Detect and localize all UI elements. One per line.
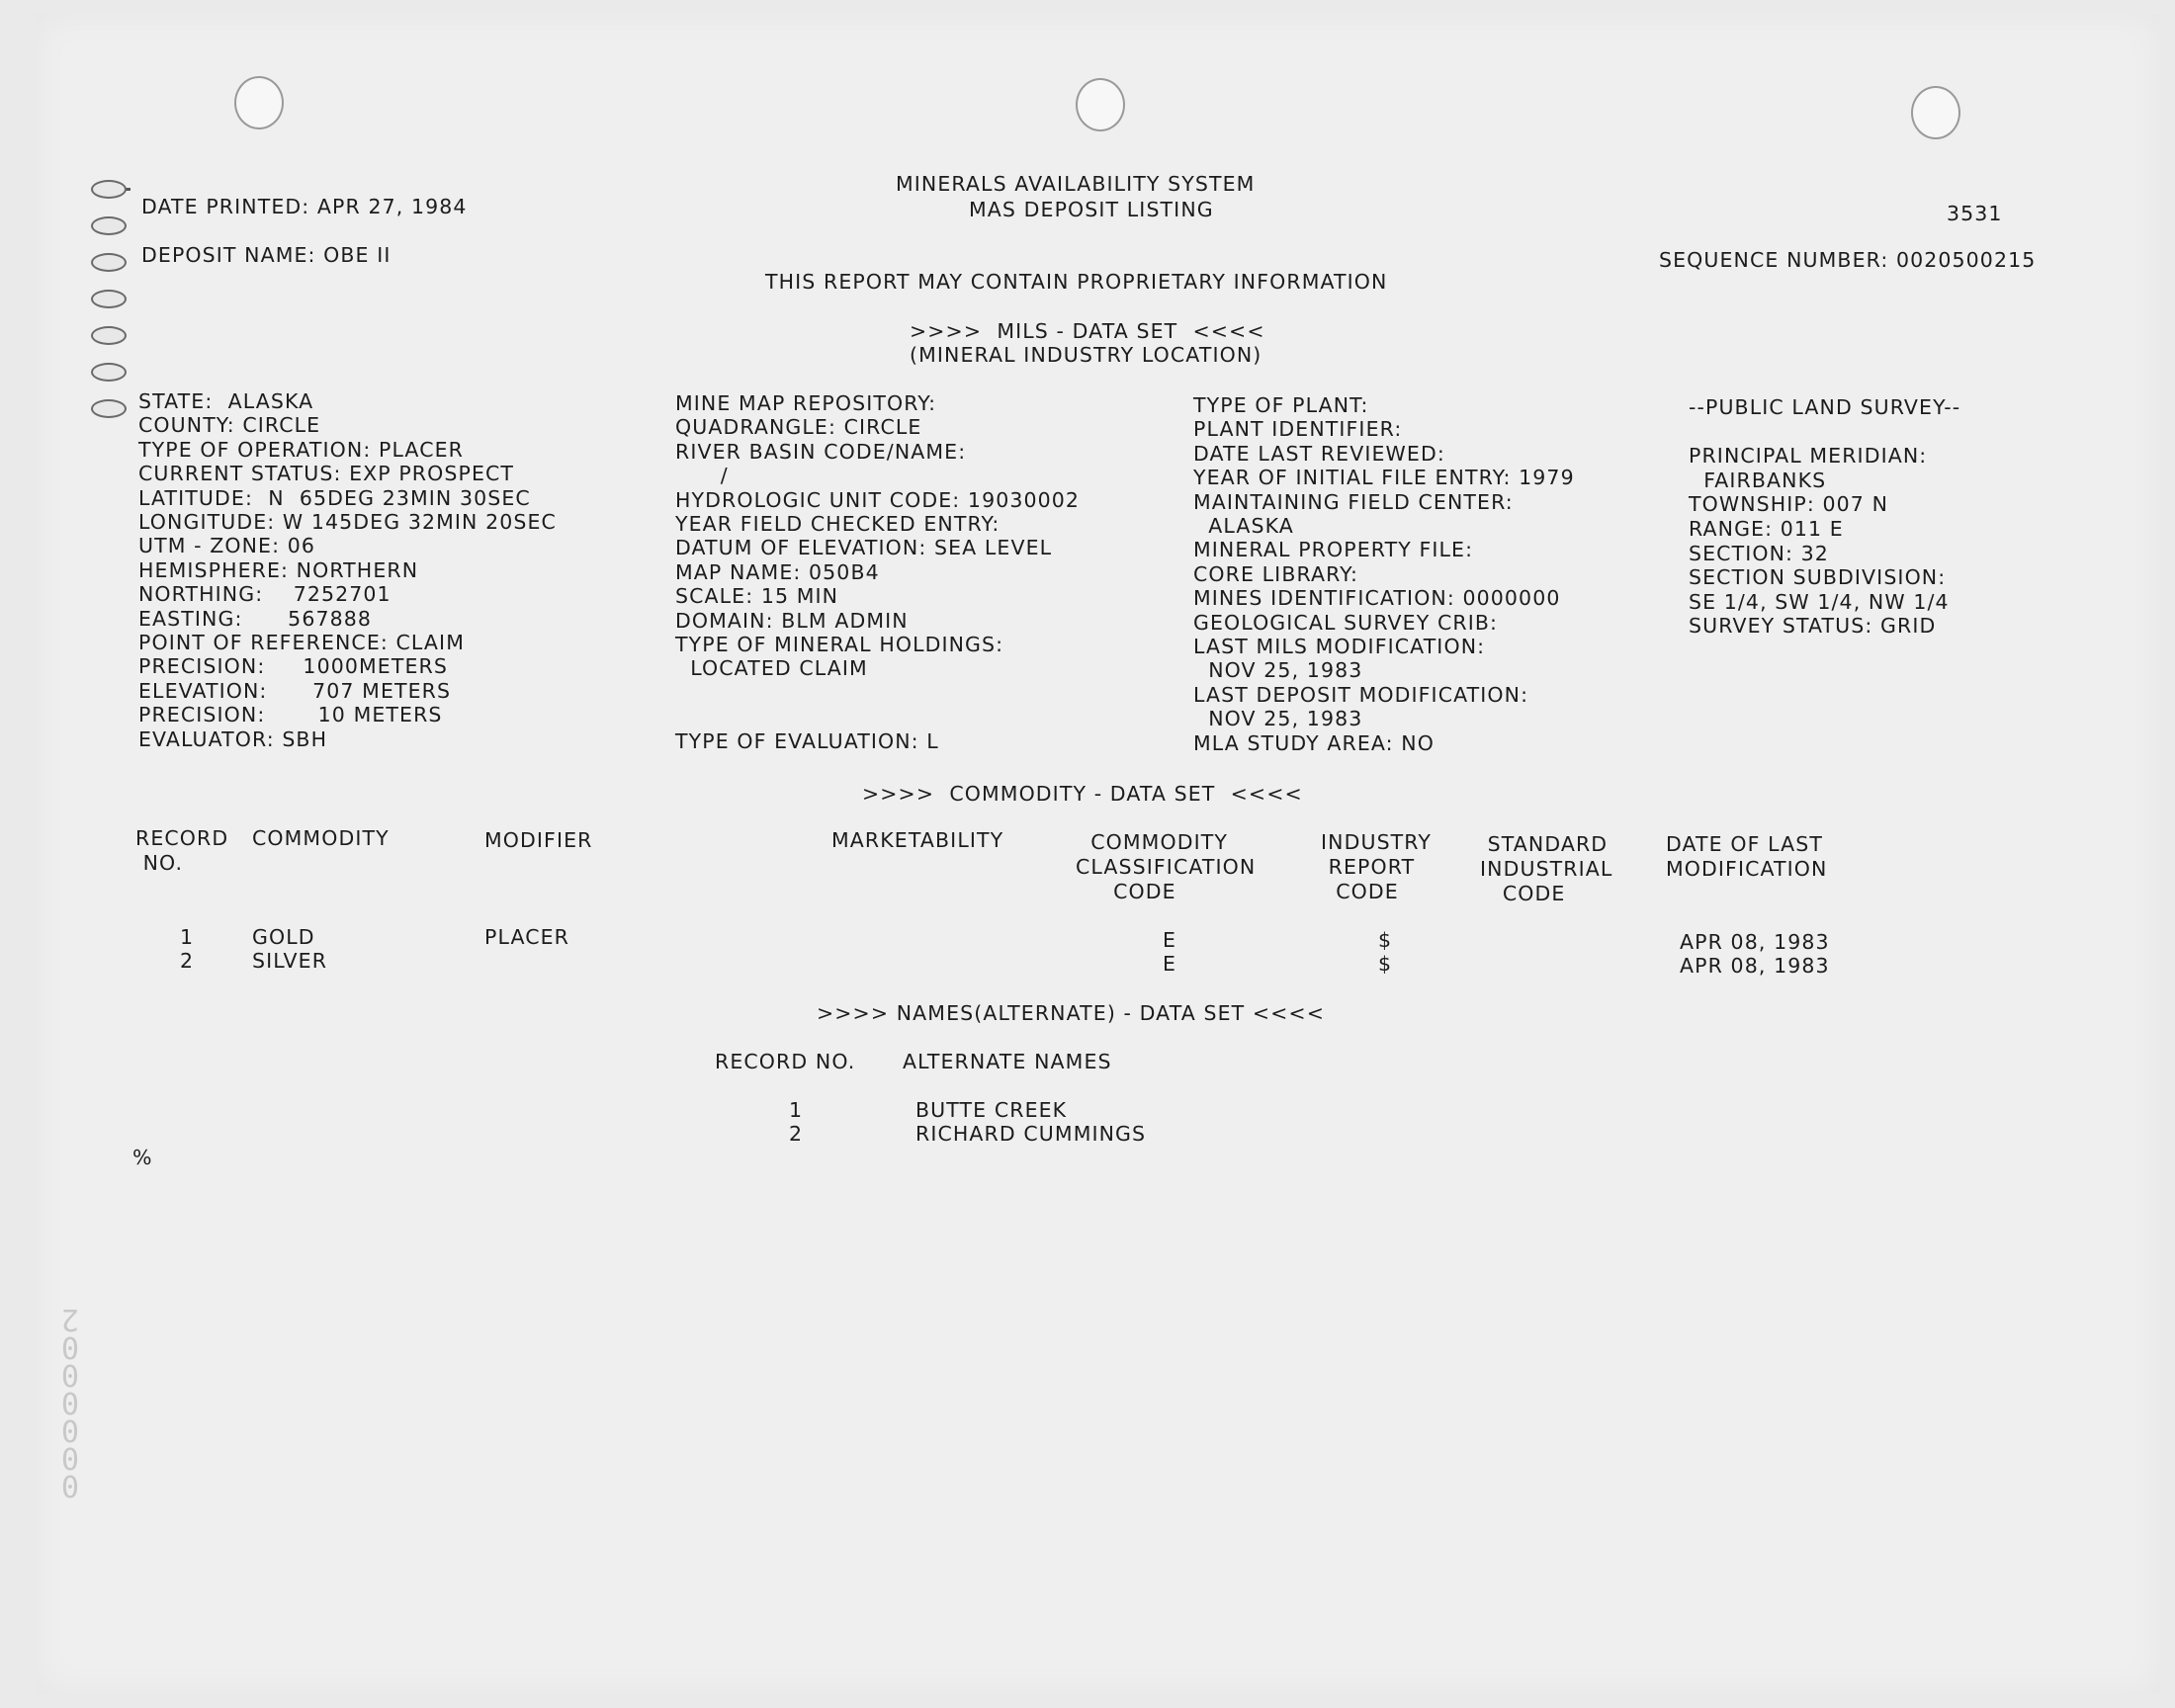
mils-field-plant: LAST MILS MODIFICATION: — [1193, 635, 1486, 658]
mils-field-map: YEAR FIELD CHECKED ENTRY: — [675, 512, 1000, 536]
col-header-record: RECORD NO. — [135, 826, 229, 875]
modification-date: APR 08, 1983 — [1680, 954, 1830, 978]
binder-hole-right — [1911, 86, 1960, 139]
names-header-names: ALTERNATE NAMES — [903, 1050, 1112, 1073]
mils-field-plant: NOV 25, 1983 — [1193, 707, 1363, 731]
mils-field-location: LATITUDE: N 65DEG 23MIN 30SEC — [138, 485, 531, 510]
mils-field-location: PRECISION: 1000METERS — [138, 654, 448, 679]
mils-field-plant: YEAR OF INITIAL FILE ENTRY: 1979 — [1193, 466, 1575, 490]
mils-field-plant: MLA STUDY AREA: NO — [1193, 730, 1435, 755]
mils-field-location: ELEVATION: 707 METERS — [138, 678, 452, 703]
mils-field-location: STATE: ALASKA — [138, 389, 314, 413]
mils-field-survey: --PUBLIC LAND SURVEY-- — [1689, 395, 1961, 419]
mils-field-plant: DATE LAST REVIEWED: — [1193, 441, 1445, 466]
deposit-name: DEPOSIT NAME: OBE II — [141, 243, 392, 267]
commodity-name: SILVER — [252, 949, 328, 973]
mils-field-survey: SECTION: 32 — [1689, 541, 1829, 565]
commodity-modifier: PLACER — [484, 925, 570, 949]
mils-field-map: TYPE OF MINERAL HOLDINGS: — [675, 633, 1004, 656]
col-header-industry: INDUSTRY REPORT CODE — [1321, 830, 1432, 903]
commodity-name: GOLD — [252, 925, 315, 949]
mils-field-plant: MINES IDENTIFICATION: 0000000 — [1193, 586, 1561, 611]
mils-field-map: MINE MAP REPOSITORY: — [675, 391, 937, 415]
faint-margin-marks: 0 0 0 0 0 0 2 — [60, 1302, 79, 1502]
mils-field-location: NORTHING: 7252701 — [138, 582, 392, 607]
classification-code: E — [1163, 952, 1177, 976]
mils-field-map: / — [675, 464, 729, 488]
commodity-title: >>>> COMMODITY - DATA SET <<<< — [862, 782, 1303, 806]
mils-field-plant: CORE LIBRARY: — [1193, 561, 1359, 586]
alternate-name: BUTTE CREEK — [915, 1098, 1068, 1122]
mils-field-location: HEMISPHERE: NORTHERN — [138, 557, 419, 582]
alternate-name: RICHARD CUMMINGS — [915, 1122, 1147, 1146]
mils-field-location: POINT OF REFERENCE: CLAIM — [138, 631, 465, 654]
mils-field-map: DOMAIN: BLM ADMIN — [675, 608, 909, 633]
industry-code: $ — [1378, 928, 1393, 952]
mils-field-plant: TYPE OF PLANT: — [1193, 393, 1369, 417]
mils-field-location: PRECISION: 10 METERS — [138, 703, 443, 727]
mils-field-plant: MINERAL PROPERTY FILE: — [1193, 538, 1474, 562]
mils-field-map: HYDROLOGIC UNIT CODE: 19030002 — [675, 487, 1081, 512]
mils-field-plant: ALASKA — [1193, 514, 1294, 538]
mils-field-map: LOCATED CLAIM — [675, 656, 868, 681]
industry-code: $ — [1378, 952, 1393, 976]
col-header-classification: COMMODITY CLASSIFICATION CODE — [1076, 830, 1257, 903]
col-header-sic: STANDARD INDUSTRIAL CODE — [1480, 832, 1613, 905]
col-header-modifier: MODIFIER — [484, 828, 593, 852]
listing-title: MAS DEPOSIT LISTING — [969, 198, 1214, 221]
mils-field-map: SCALE: 15 MIN — [675, 584, 839, 609]
mils-field-survey: TOWNSHIP: 007 N — [1689, 492, 1889, 517]
binder-hole-left — [234, 76, 284, 129]
mils-field-survey: SE 1/4, SW 1/4, NW 1/4 — [1689, 589, 1950, 614]
col-header-marketability: MARKETABILITY — [831, 828, 1004, 852]
name-record-no: 2 — [789, 1122, 804, 1146]
mils-field-location: EVALUATOR: SBH — [138, 726, 328, 751]
modification-date: APR 08, 1983 — [1680, 930, 1830, 954]
mils-field-survey: SURVEY STATUS: GRID — [1689, 614, 1937, 639]
mils-field-survey: RANGE: 011 E — [1689, 517, 1844, 541]
mils-field-survey: PRINCIPAL MERIDIAN: — [1689, 444, 1928, 469]
names-header-record: RECORD NO. — [715, 1050, 856, 1073]
classification-code: E — [1163, 928, 1177, 952]
record-no: 1 — [180, 925, 195, 949]
record-no: 2 — [180, 949, 195, 973]
mils-subtitle: (MINERAL INDUSTRY LOCATION) — [910, 343, 1262, 367]
mils-field-location: COUNTY: CIRCLE — [138, 413, 321, 438]
mils-field-plant: MAINTAINING FIELD CENTER: — [1193, 489, 1514, 514]
footer-mark: % — [132, 1146, 153, 1169]
mils-field-map: RIVER BASIN CODE/NAME: — [675, 439, 967, 464]
tractor-feed-holes — [91, 180, 127, 436]
page-number: 3531 — [1947, 202, 2003, 225]
mils-field-plant: PLANT IDENTIFIER: — [1193, 417, 1403, 442]
names-title: >>>> NAMES(ALTERNATE) - DATA SET <<<< — [817, 1001, 1325, 1025]
mils-field-plant: NOV 25, 1983 — [1193, 658, 1363, 683]
mils-field-location: LONGITUDE: W 145DEG 32MIN 20SEC — [138, 510, 557, 534]
proprietary-notice: THIS REPORT MAY CONTAIN PROPRIETARY INFORMATION — [765, 270, 1388, 294]
mils-field-location: CURRENT STATUS: EXP PROSPECT — [138, 462, 515, 486]
mils-title: >>>> MILS - DATA SET <<<< — [910, 319, 1265, 343]
mils-field-survey: FAIRBANKS — [1689, 468, 1827, 492]
mils-field-survey: SECTION SUBDIVISION: — [1689, 565, 1947, 590]
mils-field-map: DATUM OF ELEVATION: SEA LEVEL — [675, 536, 1053, 560]
binder-hole-center — [1076, 78, 1125, 131]
col-header-date: DATE OF LAST MODIFICATION — [1666, 832, 1828, 881]
mils-field-location: TYPE OF OPERATION: PLACER — [138, 437, 465, 462]
col-header-commodity: COMMODITY — [252, 826, 390, 850]
mils-field-plant: LAST DEPOSIT MODIFICATION: — [1193, 682, 1529, 707]
sequence-number: SEQUENCE NUMBER: 0020500215 — [1659, 248, 2037, 272]
mils-field-map: QUADRANGLE: CIRCLE — [675, 415, 922, 440]
date-printed: DATE PRINTED: APR 27, 1984 — [141, 195, 468, 218]
mils-field-map: MAP NAME: 050B4 — [675, 559, 880, 584]
name-record-no: 1 — [789, 1098, 804, 1122]
mils-field-plant: GEOLOGICAL SURVEY CRIB: — [1193, 610, 1499, 635]
mils-field-location: EASTING: 567888 — [138, 606, 373, 631]
system-title: MINERALS AVAILABILITY SYSTEM — [896, 172, 1256, 196]
mils-field-location: UTM - ZONE: 06 — [138, 534, 316, 558]
mils-field-map: TYPE OF EVALUATION: L — [675, 728, 939, 753]
